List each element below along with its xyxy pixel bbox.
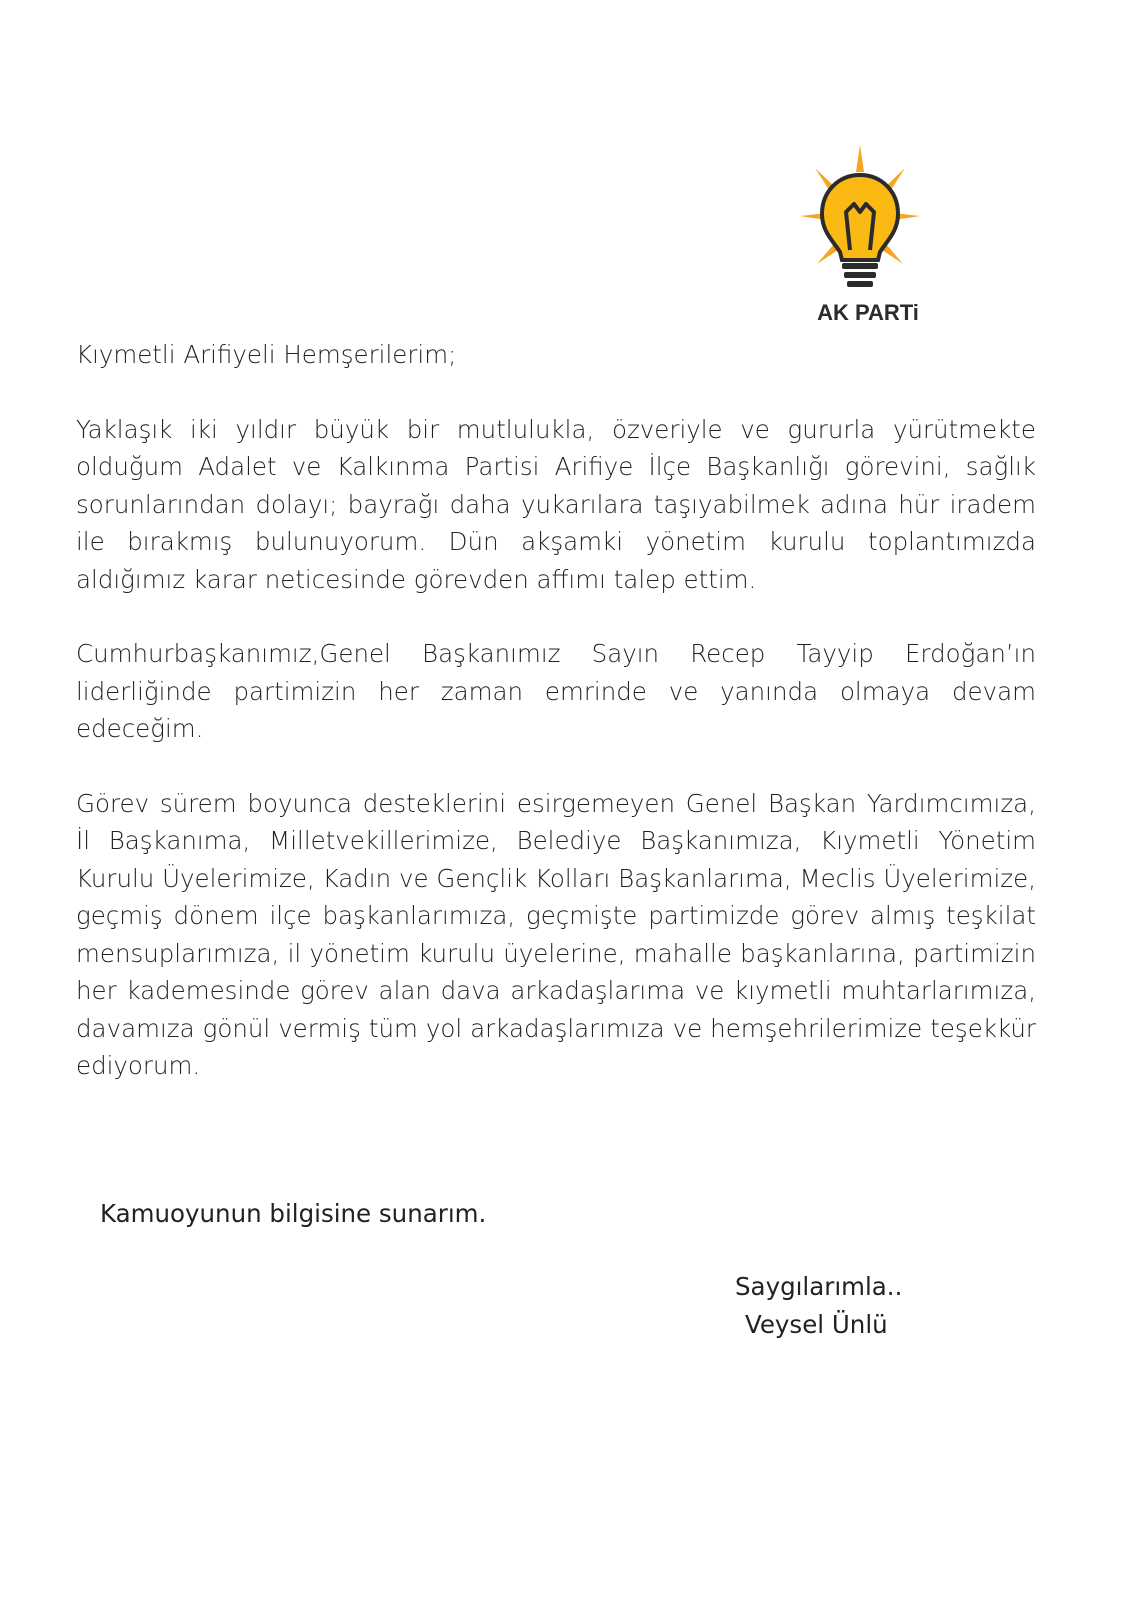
signer-name: Veysel Ünlü <box>745 1309 888 1339</box>
letter-body <box>76 336 1036 1122</box>
logo-text: AK PARTi <box>817 300 919 325</box>
closing-line: Kamuoyunun bilgisine sunarım. <box>100 1199 487 1228</box>
paragraph-resignation: Yaklaşık iki yıldır büyük bir mutlulukla, özveriyle ve gururla yürütmekte olduğum Adalet ve Kalkınma Partisi Arifiye İlçe Başkanlığı görevini, sağlık sorunlarından dolayı; bayrağı daha yukarılara taşıyabilmek adına hür iradem ile bırakmış bulunuyorum. Dün akşamki yönetim kurulu toplantımızda aldığımız karar neticesinde görevden affımı talep ettim. <box>76 414 1036 594</box>
sign-off: Saygılarımla.. <box>735 1272 903 1301</box>
greeting: Kıymetli Arifiyeli Hemşerilerim; <box>76 340 457 369</box>
lightbulb-icon <box>800 140 936 300</box>
signature-block <box>735 1268 902 1343</box>
ak-parti-logo <box>800 140 950 340</box>
paragraph-thanks: Görev sürem boyunca desteklerini esirgemeyen Genel Başkan Yardımcımıza, İl Başkanıma, Milletvekillerimize, Belediye Başkanımıza, Kıymetli Yönetim Kurulu Üyelerimize, Kadın ve Gençlik Kolları Başkanlarıma, Meclis Üyelerimize, geçmiş dönem ilçe başkanlarımıza, geçmişte partimizde görev almış teşkilat mensuplarımıza, il yönetim kurulu üyelerine, mahalle başkanlarına, partimizin her kademesinde görev alan dava arkadaşlarıma ve kıymetli muhtarlarımıza, davamıza gönül vermiş tüm yol arkadaşlarımıza ve hemşehrilerimize teşekkür ediyorum. <box>76 788 1036 1080</box>
paragraph-loyalty: Cumhurbaşkanımız,Genel Başkanımız Sayın Recep Tayyip Erdoğan’ın liderliğinde partimizin her zaman emrinde ve yanında olmaya devam edeceğim. <box>76 639 1036 743</box>
